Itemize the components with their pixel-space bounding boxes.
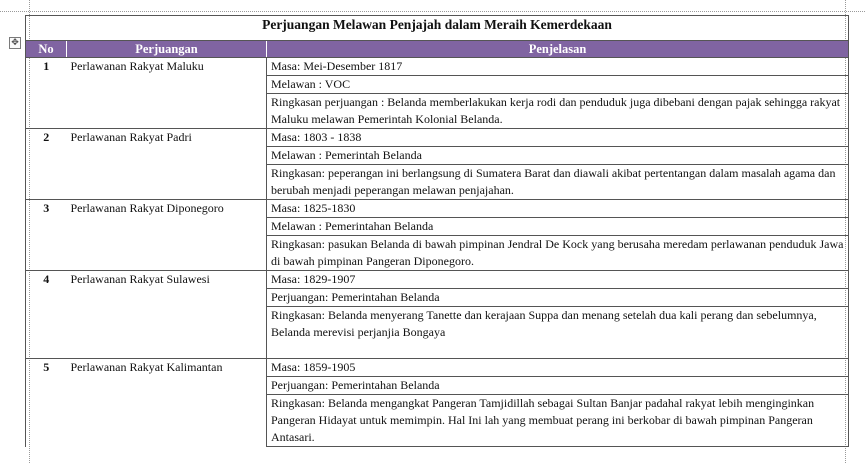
- detail-masa: Masa: 1829-1907: [267, 271, 849, 289]
- detail-lawan: Melawan : Pemerintahan Belanda: [267, 218, 849, 236]
- struggle-name: Perlawanan Rakyat Sulawesi: [67, 271, 267, 359]
- detail-masa: Masa: Mei-Desember 1817: [267, 58, 849, 76]
- detail-ringkasan: Ringkasan: pasukan Belanda di bawah pimpinan Jendral De Kock yang berusaha meredam perlawanan penduduk Jawa di bawah pimpinan Pangeran Diponegoro.: [267, 236, 849, 271]
- detail-ringkasan: Ringkasan: Belanda menyerang Tanette dan kerajaan Suppa dan menang setelah dua kali perang dan sebelumnya, Belanda merevisi perjanjia Bongaya: [267, 307, 849, 359]
- struggle-name: Perlawanan Rakyat Kalimantan: [67, 359, 267, 447]
- move-cross-icon[interactable]: ✥: [9, 37, 21, 49]
- detail-ringkasan: Ringkasan: peperangan ini berlangsung di Sumatera Barat dan diawali akibat pertentangan dalam masalah agama dan berubah menjadi peperangan melawan penjajahan.: [267, 165, 849, 200]
- detail-lawan: Perjuangan: Pemerintahan Belanda: [267, 289, 849, 307]
- detail-ringkasan: Ringkasan: Belanda mengangkat Pangeran Tamjidillah sebagai Sultan Banjar padahal rakyat lebih menginginkan Pangeran Hidayat untuk memimpin. Hal Ini lah yang membuat perang ini berkobar di bawah pimpinan Pangeran Antasari.: [267, 395, 849, 447]
- table-row: [26, 58, 849, 76]
- struggle-table: [25, 15, 849, 447]
- table-row: [26, 129, 849, 147]
- detail-lawan: Perjuangan: Pemerintahan Belanda: [267, 377, 849, 395]
- detail-masa: Masa: 1803 - 1838: [267, 129, 849, 147]
- struggle-name: Perlawanan Rakyat Diponegoro: [67, 200, 267, 271]
- row-number: 1: [26, 58, 67, 129]
- header-no: No: [26, 41, 67, 58]
- detail-lawan: Melawan : VOC: [267, 76, 849, 94]
- row-number: 4: [26, 271, 67, 359]
- row-number: 5: [26, 359, 67, 447]
- row-number: 3: [26, 200, 67, 271]
- table-header-row: [26, 41, 849, 58]
- detail-lawan: Melawan : Pemerintah Belanda: [267, 147, 849, 165]
- table-row: [26, 271, 849, 289]
- detail-ringkasan: Ringkasan perjuangan : Belanda memberlakukan kerja rodi dan penduduk juga dibebani dengan pajak sehingga rakyat Maluku melawan Pemerintah Kolonial Belanda.: [267, 94, 849, 129]
- table-title: Perjuangan Melawan Penjajah dalam Meraih Kemerdekaan: [26, 16, 849, 41]
- table-title-row: [26, 16, 849, 41]
- struggle-name: Perlawanan Rakyat Padri: [67, 129, 267, 200]
- header-perjuangan: Perjuangan: [67, 41, 267, 58]
- header-penjelasan: Penjelasan: [267, 41, 849, 58]
- row-number: 2: [26, 129, 67, 200]
- struggle-name: Perlawanan Rakyat Maluku: [67, 58, 267, 129]
- detail-masa: Masa: 1825-1830: [267, 200, 849, 218]
- table-row: [26, 359, 849, 377]
- table-row: [26, 200, 849, 218]
- text-boundary-top: [0, 11, 865, 12]
- detail-masa: Masa: 1859-1905: [267, 359, 849, 377]
